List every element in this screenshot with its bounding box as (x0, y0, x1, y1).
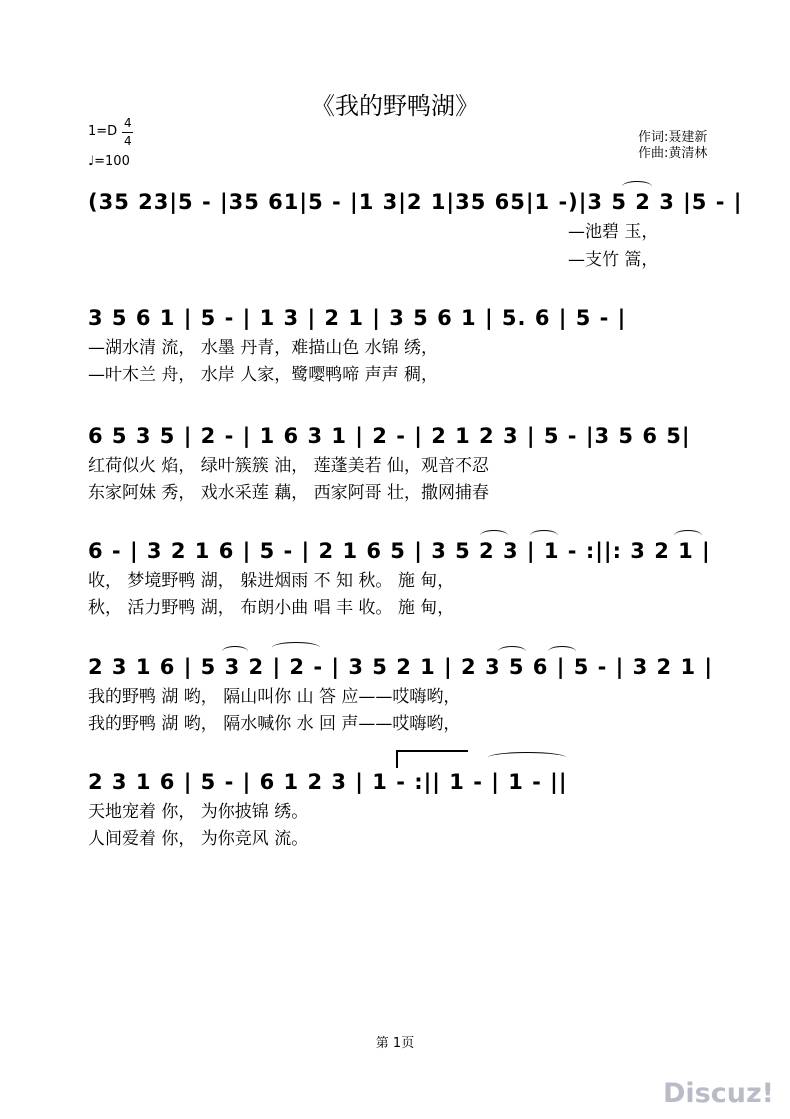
notation-row-6: 2 3 1 6 | 5 - | 6 1 2 3 | 1 - :|| 1 - | 1 - || (88, 770, 568, 794)
lyric-row-5-verse-2: 我的野鸭 湖 哟， 隔水喊你 水 回 声——哎嗨哟， (88, 714, 461, 734)
tie-arc (498, 646, 526, 657)
composer-credit: 作曲:黄清林 (638, 146, 708, 161)
time-signature-bottom: 4 (124, 134, 132, 148)
notation-row-1: (35 23|5 - |35 61|5 - |1 3|2 1|35 65|1 -)|3 5 2 3 |5 - | (88, 190, 743, 214)
tie-arc (488, 752, 566, 763)
lyric-row-4-verse-1: 收， 梦境野鸭 湖， 躲进烟雨 不 知 秋。 施 甸， (88, 571, 455, 591)
key-signature: 1=D (88, 124, 118, 139)
lyric-row-3-verse-2: 东家阿妹 秀， 戏水采莲 藕， 西家阿哥 壮，撒网捕春 (88, 483, 490, 503)
notation-row-4: 6 - | 3 2 1 6 | 5 - | 2 1 6 5 | 3 5 2 3 | 1 - :||: 3 2 1 | (88, 539, 711, 563)
lyric-row-1-verse-1: —池碧 玉， (568, 222, 659, 242)
lyric-row-5-verse-1: 我的野鸭 湖 哟， 隔山叫你 山 答 应——哎嗨哟， (88, 687, 461, 707)
page-number: 第 1页 (375, 1036, 415, 1051)
song-title: 《我的野鸭湖》 (311, 92, 479, 120)
time-signature-top: 4 (124, 116, 132, 130)
lyric-row-3-verse-1: 红荷似火 焰， 绿叶簇簇 油， 莲蓬美若 仙，观音不忍 (88, 456, 490, 476)
notation-row-3: 6 5 3 5 | 2 - | 1 6 3 1 | 2 - | 2 1 2 3 | 5 - |3 5 6 5| (88, 424, 691, 448)
volta-bracket-end (396, 750, 398, 768)
lyric-row-2-verse-2: —叶木兰 舟， 水岸 人家，鹭嘤鸭啼 声声 稠， (88, 365, 439, 385)
tie-arc (480, 530, 508, 541)
lyric-row-1-verse-2: —支竹 篙， (568, 250, 659, 270)
time-signature-line (122, 132, 133, 133)
lyric-row-6-verse-1: 天地宠着 你， 为你披锦 绣。 (88, 802, 309, 822)
tie-arc (272, 642, 320, 653)
tempo-marking: ♩=100 (88, 154, 130, 169)
lyric-row-4-verse-2: 秋， 活力野鸭 湖， 布朗小曲 唱 丰 收。 施 甸， (88, 598, 455, 618)
tie-arc (548, 646, 576, 657)
notation-row-5: 2 3 1 6 | 5 3 2 | 2 - | 3 5 2 1 | 2 3 5 6 | 5 - | 3 2 1 | (88, 655, 714, 679)
notation-row-2: 3 5 6 1 | 5 - | 1 3 | 2 1 | 3 5 6 1 | 5. 6 | 5 - | (88, 306, 627, 330)
lyricist-credit: 作词:聂建新 (638, 130, 708, 145)
volta-bracket (396, 750, 468, 752)
tie-arc (674, 530, 702, 541)
lyric-row-2-verse-1: —湖水清 流， 水墨 丹青，难描山色 水锦 绣， (88, 338, 439, 358)
tie-arc (530, 530, 558, 541)
tie-arc (222, 646, 248, 657)
tie-arc (622, 181, 652, 192)
lyric-row-6-verse-2: 人间爱着 你， 为你竞风 流。 (88, 829, 309, 849)
site-watermark: Discuz! (663, 1078, 774, 1109)
